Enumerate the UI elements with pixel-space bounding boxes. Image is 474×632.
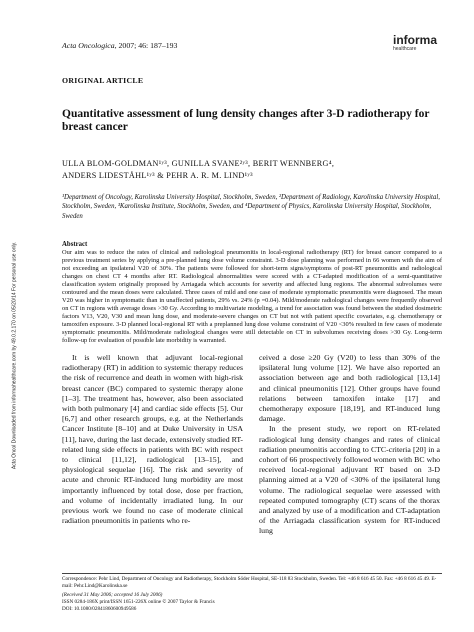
logo-subtitle: healthcare [393,46,417,52]
footnote-divider [62,573,442,574]
issn-line: ISSN 0284-186X print/ISSN 1651-226X online © 2007 Taylor & Francis [62,599,215,605]
received-date: (Received 31 May 2006; accepted 16 July 2006) [62,592,163,598]
journal-citation [62,41,177,50]
body-paragraph: It is well known that adjuvant local-regional radiotherapy (RT) in addition to systemic therapy reduces the risk of recurrence and death in women with high-risk breast cancer (BC) compared to systemic therapy alone [1–3]. The treatment has, however, also been associated with both pulmonary [4] and cardiac side effects [5]. Our [6,7] and other research groups, e.g. at the Netherlands Cancer Institute [8–10] and at Duke University in USA [11], have, during the last decade, extensively studied RT-related lung side effects in patients with BC with respect to clinical [11,12], radiological [13–15], and physiological sequelae [16]. The risk and severity of acute and chronic RT-induced lung morbidity are most importantly influenced by total dose, dose per fraction, and volume of incidentally irradiated lung. In our previous work we found no case of moderate clinical radiation pneumonitis in patients who re- [62,353,243,526]
article-type: ORIGINAL ARTICLE [62,76,144,85]
abstract-section [62,241,442,345]
author-line: ULLA BLOM-GOLDMAN¹ʸ³, GUNILLA SVANE²ʸ³, BERIT WENNBERG⁴, [62,159,335,168]
affiliations: ¹Department of Oncology, Karolinska University Hospital, Stockholm, Sweden, ²Department of Radiology, Karolinska University Hospital, Stockholm, Sweden, ³Karolinska Institute, Stockholm, Sweden, and ⁴Department of Physics, Karolinska University Hospital, Stockholm, Sweden [62,194,440,220]
body-column-right [259,353,440,537]
logo-brand: informa [393,33,438,47]
doi-line: DOI: 10.1080/02841860600949586 [62,606,137,612]
abstract-body: Our aim was to reduce the rates of clinical and radiological pneumonitis in local-regional radiotherapy (RT) for breast cancer compared to a previous treatment series by applying a pre-planned lung dose volume constraint. 3-D dose planning was performed in 66 women with the aim of not exceeding an ipsilateral V20 of 30%. The patients were followed for short-term signs/symptoms of post-RT pneumonitis and radiological changes on chest CT 4 months after RT. Radiological abnormalities were scored with a CT-adapted modification of a semi-quantitative classification system originally proposed by Arriagada which accounts for severity and affected lung regions. The abnormal subvolumes were contoured and the mean doses were calculated. Three cases of mild and one case of moderate symptomatic pneumonitis were diagnosed. The mean V20 was higher in symptomatic than in unaffected patients, 29% vs. 24% (p =0.04). Mild/moderate radiological changes were frequently observed on CT in regions with average doses >30 Gy. According to multivariate modeling, a trend for association was found between the studied dosimetric factors V13, V20, V30 and mean lung dose, and moderate-severe changes on CT but not with patient specific covariates, e.g. chemotherapy or tamoxifen exposure. 3-D planned local-regional RT with a preplanned lung dose volume constraint of V20 <30% resulted in few cases of moderate symptomatic pneumonitis. Mild/moderate radiological changes were still detectable on CT in subvolumes receiving doses >30 Gy. Long-term follow-up for evaluation of possible late morbidity is warranted. [62,249,442,344]
body-column-left [62,353,243,526]
correspondence-note: Correspondence: Pehr Lind, Department of Oncology and Radiotherapy, Stockholm Söder Hospital, SE-118 83 Stockholm, Sweden. Tel: +46 8 616 45 50. Fax: +46 8 616 45 49. E-mail: Pehr.Lind@Karolinska.se [62,576,437,589]
body-paragraph: In the present study, we report on RT-related radiological lung density changes and rates of clinical radiation pneumonitis according to CTC-criteria [20] in a cohort of 66 prospectively followed women with BC who received local-regional adjuvant RT based on 3-D planning aimed at a V20 of <30% of the ipsilateral lung volume. The radiological sequelae were assessed with repeated computed tomography (CT) scans of the thorax and analyzed by use of a modification and CT-adaptation of the Arriagada classification system for RT-induced lung [259,424,440,536]
journal-volume-pages: 2007; 46: 187–193 [118,41,178,50]
abstract-heading: Abstract [62,241,88,248]
body-paragraph: ceived a dose ≥20 Gy (V20) to less than 30% of the ipsilateral lung volume [12]. We have also reported an association between age and both radiological [13,14] and clinical pneumonitis [12]. Other groups have found relations between tamoxifen intake [17] and chemotherapy exposure [18,19], and RT-induced lung damage. [259,353,440,424]
journal-name: Acta Oncologica, [62,41,117,50]
article-title: Quantitative assessment of lung density changes after 3-D radiotherapy for breast cancer [62,108,430,133]
author-list [62,158,442,182]
footnote [62,576,442,613]
publisher-logo [393,34,437,52]
download-watermark: Acta Oncol Downloaded from informahealthcare.com by 49.0.2.170 on 05/20/14 For personal use only. [11,241,18,470]
author-line: ANDERS LIDESTÅHL¹ʸ³ & PEHR A. R. M. LIND¹ʸ³ [62,171,253,180]
